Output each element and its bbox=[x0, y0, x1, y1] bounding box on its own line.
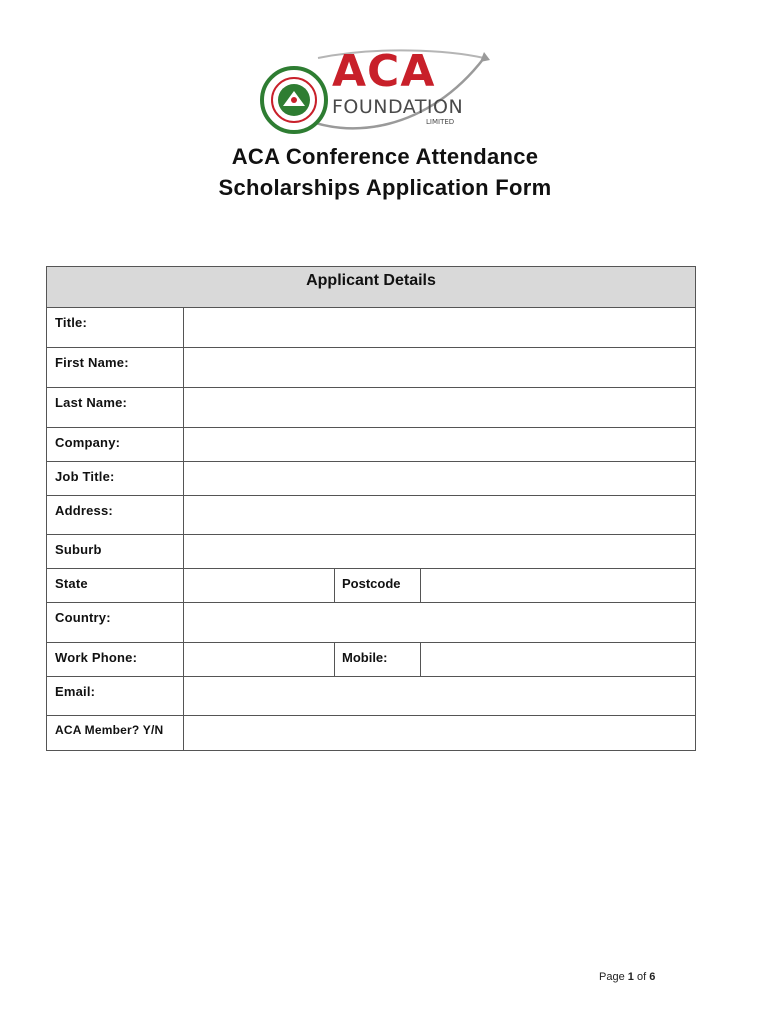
section-header: Applicant Details bbox=[47, 267, 695, 308]
state-field[interactable] bbox=[184, 569, 335, 602]
row-state-postcode bbox=[47, 569, 695, 603]
title-field[interactable] bbox=[184, 308, 695, 347]
field-label: Mobile: bbox=[335, 643, 421, 676]
row-aca-member bbox=[47, 716, 695, 750]
field-label: Company: bbox=[47, 428, 184, 461]
of-word: of bbox=[636, 971, 647, 983]
job-title-field[interactable] bbox=[184, 462, 695, 495]
email-field[interactable] bbox=[184, 677, 695, 715]
field-label: Postcode bbox=[335, 569, 421, 602]
field-label: Email: bbox=[47, 677, 184, 715]
row-company bbox=[47, 428, 695, 462]
last-name-field[interactable] bbox=[184, 388, 695, 427]
work-phone-field[interactable] bbox=[184, 643, 335, 676]
current-page: 1 bbox=[627, 971, 634, 983]
company-field[interactable] bbox=[184, 428, 695, 461]
document-title-line-2: Scholarships Application Form bbox=[218, 175, 552, 200]
row-address bbox=[47, 496, 695, 535]
field-label: Job Title: bbox=[47, 462, 184, 495]
row-job-title bbox=[47, 462, 695, 496]
field-label: State bbox=[47, 569, 184, 602]
field-label: Address: bbox=[47, 496, 184, 534]
address-field[interactable] bbox=[184, 496, 695, 534]
logo-limited-text: LIMITED bbox=[426, 118, 455, 126]
field-label: Work Phone: bbox=[47, 643, 184, 676]
logo-brand-text: ACA bbox=[332, 46, 436, 97]
page-number bbox=[599, 971, 655, 983]
mobile-field[interactable] bbox=[421, 643, 695, 676]
postcode-field[interactable] bbox=[421, 569, 695, 602]
row-email bbox=[47, 677, 695, 716]
row-title bbox=[47, 308, 695, 348]
document-title-line-1: ACA Conference Attendance bbox=[231, 144, 539, 169]
row-first-name bbox=[47, 348, 695, 388]
first-name-field[interactable] bbox=[184, 348, 695, 387]
applicant-details-table bbox=[46, 266, 696, 751]
field-label: ACA Member? Y/N bbox=[47, 716, 184, 750]
row-suburb bbox=[47, 535, 695, 569]
field-label: Suburb bbox=[47, 535, 184, 568]
aca-member-field[interactable] bbox=[184, 716, 695, 750]
field-label: First Name: bbox=[47, 348, 184, 387]
suburb-field[interactable] bbox=[184, 535, 695, 568]
page-word: Page bbox=[599, 971, 625, 983]
row-phone-mobile bbox=[47, 643, 695, 677]
aca-foundation-logo bbox=[258, 46, 490, 138]
field-label: Country: bbox=[47, 603, 184, 642]
row-last-name bbox=[47, 388, 695, 428]
row-country bbox=[47, 603, 695, 643]
field-label: Title: bbox=[47, 308, 184, 347]
field-label: Last Name: bbox=[47, 388, 184, 427]
total-pages: 6 bbox=[649, 971, 656, 983]
logo-foundation-text: FOUNDATION bbox=[332, 96, 464, 118]
country-field[interactable] bbox=[184, 603, 695, 642]
